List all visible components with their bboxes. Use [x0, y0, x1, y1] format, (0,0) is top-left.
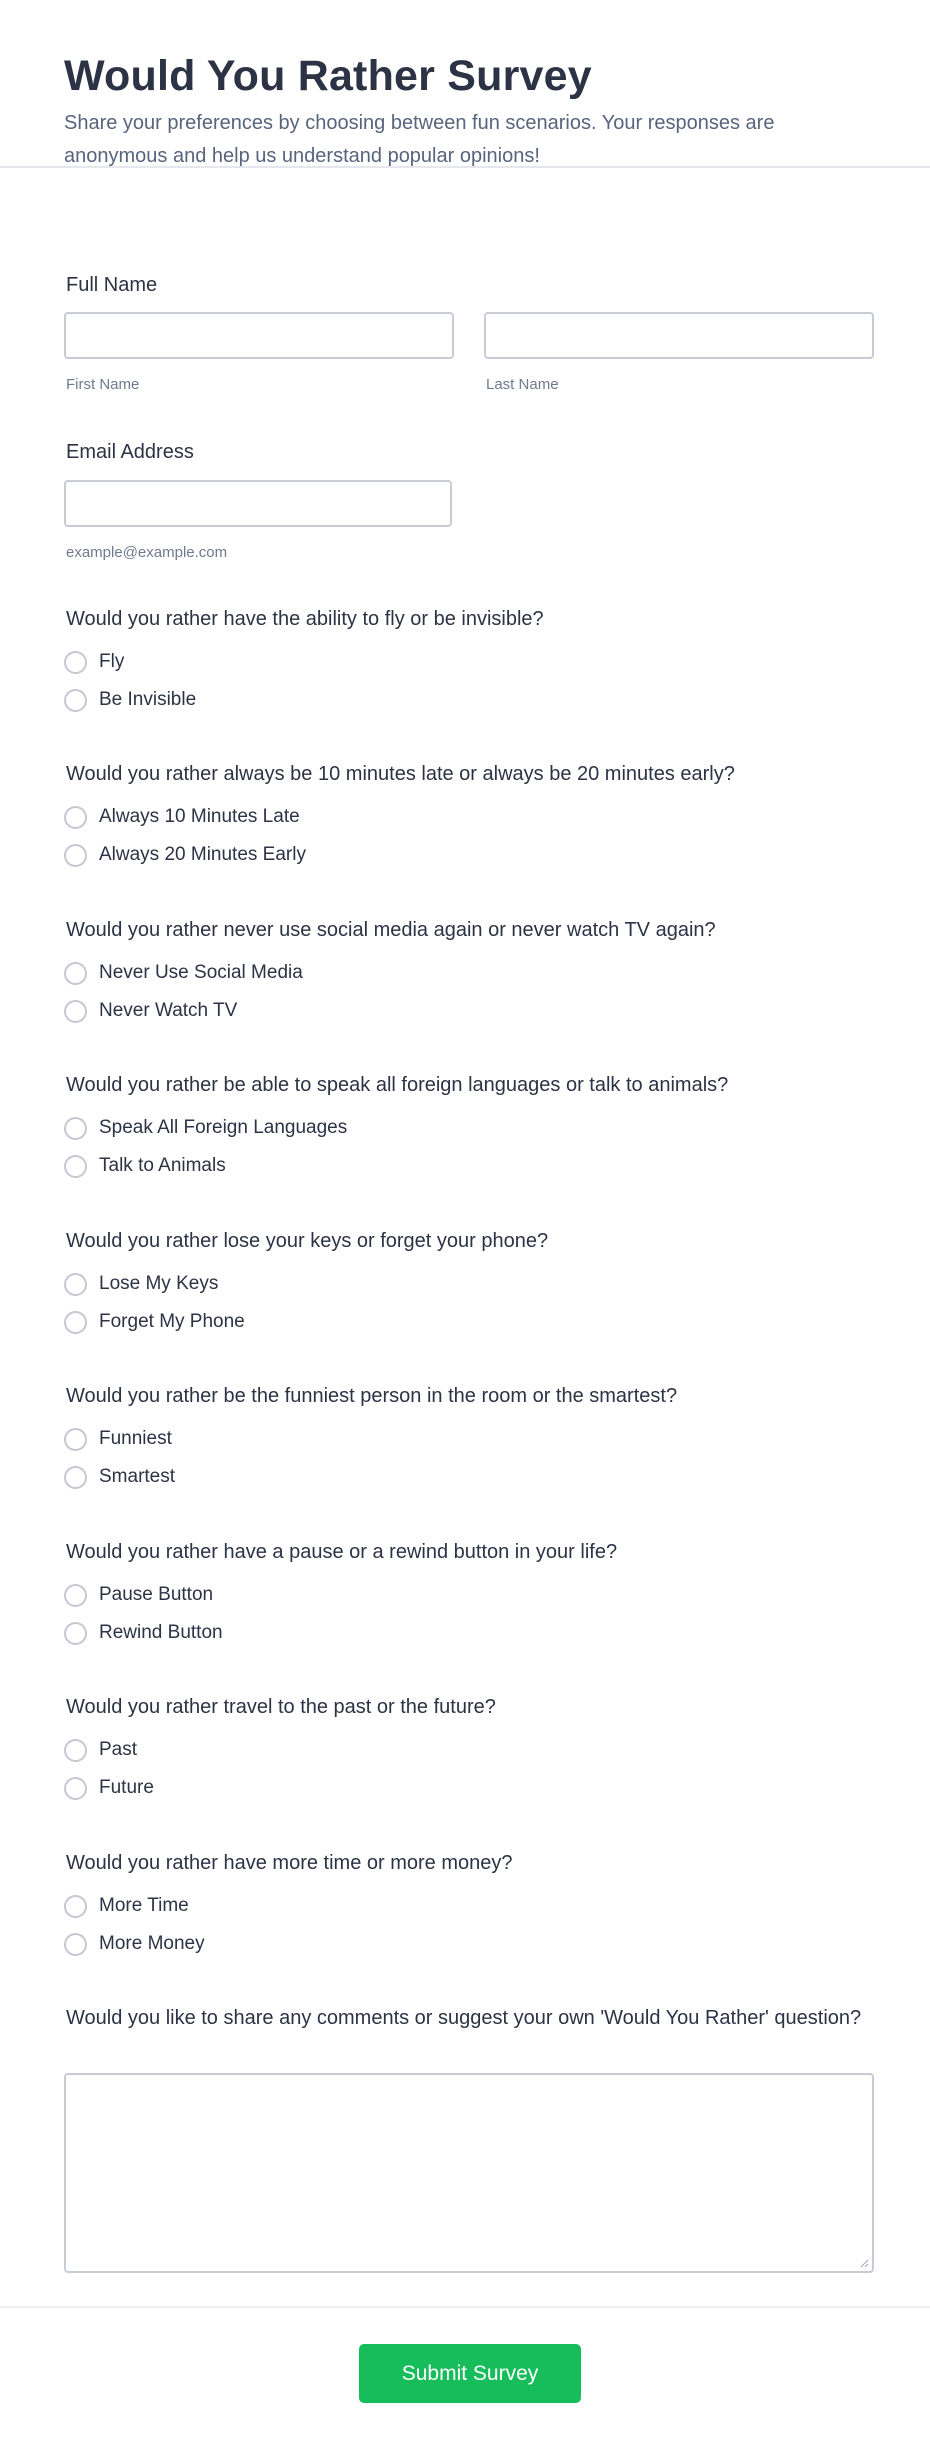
radio-button[interactable] — [64, 1739, 87, 1762]
radio-option[interactable] — [64, 1464, 175, 1490]
radio-label: Speak All Foreign Languages — [99, 1117, 348, 1138]
radio-option[interactable] — [64, 649, 124, 675]
page-subtitle: Share your preferences by choosing between fun scenarios. Your responses are anonymous and help us understand popular opinions! — [64, 112, 775, 167]
radio-label: Always 10 Minutes Late — [99, 806, 300, 827]
submit-button[interactable]: Submit Survey — [359, 2344, 581, 2403]
radio-option[interactable] — [64, 1582, 213, 1608]
radio-label: More Time — [99, 1895, 189, 1916]
radio-label: Funniest — [99, 1428, 172, 1449]
radio-option[interactable] — [64, 1271, 218, 1297]
radio-label: Rewind Button — [99, 1622, 223, 1643]
question-label: Would you rather lose your keys or forget your phone? — [66, 1230, 549, 1252]
question-label: Would you rather travel to the past or the future? — [66, 1696, 496, 1718]
email-input[interactable] — [64, 480, 452, 527]
radio-label: Fly — [99, 651, 125, 672]
comments-label: Would you like to share any comments or suggest your own 'Would You Rather' question? — [66, 2007, 862, 2029]
radio-option[interactable] — [64, 1620, 223, 1646]
radio-button[interactable] — [64, 1311, 87, 1334]
radio-option[interactable] — [64, 1775, 154, 1801]
radio-option[interactable] — [64, 1309, 245, 1335]
radio-button[interactable] — [64, 806, 87, 829]
radio-label: More Money — [99, 1933, 205, 1954]
radio-label: Lose My Keys — [99, 1273, 219, 1294]
radio-option[interactable] — [64, 1153, 226, 1179]
radio-label: Never Use Social Media — [99, 962, 303, 983]
radio-label: Future — [99, 1777, 154, 1798]
radio-label: Pause Button — [99, 1584, 214, 1605]
radio-button[interactable] — [64, 1895, 87, 1918]
radio-label: Smartest — [99, 1466, 176, 1487]
question-label: Would you rather have more time or more money? — [66, 1852, 513, 1874]
comments-textarea[interactable] — [64, 2073, 874, 2273]
radio-button[interactable] — [64, 651, 87, 674]
radio-button[interactable] — [64, 1273, 87, 1296]
radio-option[interactable] — [64, 998, 237, 1024]
radio-button[interactable] — [64, 962, 87, 985]
radio-button[interactable] — [64, 1155, 87, 1178]
radio-button[interactable] — [64, 1777, 87, 1800]
radio-button[interactable] — [64, 1584, 87, 1607]
radio-option[interactable] — [64, 1931, 205, 1957]
radio-option[interactable] — [64, 960, 303, 986]
email-label: Email Address — [66, 441, 194, 463]
question-label: Would you rather always be 10 minutes late or always be 20 minutes early? — [66, 763, 735, 785]
radio-option[interactable] — [64, 687, 196, 713]
radio-label: Forget My Phone — [99, 1311, 245, 1332]
radio-button[interactable] — [64, 1622, 87, 1645]
radio-button[interactable] — [64, 1117, 87, 1140]
radio-option[interactable] — [64, 1893, 189, 1919]
radio-button[interactable] — [64, 1000, 87, 1023]
first-name-sublabel: First Name — [66, 376, 140, 393]
radio-button[interactable] — [64, 1428, 87, 1451]
last-name-input[interactable] — [484, 312, 874, 359]
page-title: Would You Rather Survey — [64, 52, 592, 100]
question-label: Would you rather be the funniest person in the room or the smartest? — [66, 1385, 678, 1407]
radio-label: Past — [99, 1739, 138, 1760]
form-header — [0, 0, 930, 168]
resize-grip-icon[interactable] — [859, 2258, 869, 2268]
radio-option[interactable] — [64, 1426, 172, 1452]
question-label: Would you rather have the ability to fly or be invisible? — [66, 608, 544, 630]
question-label: Would you rather never use social media again or never watch TV again? — [66, 919, 716, 941]
full-name-label: Full Name — [66, 274, 158, 296]
radio-label: Be Invisible — [99, 689, 197, 710]
radio-button[interactable] — [64, 844, 87, 867]
radio-button[interactable] — [64, 1466, 87, 1489]
question-label: Would you rather be able to speak all foreign languages or talk to animals? — [66, 1074, 729, 1096]
radio-button[interactable] — [64, 1933, 87, 1956]
email-sublabel: example@example.com — [66, 544, 228, 561]
radio-label: Talk to Animals — [99, 1155, 226, 1176]
radio-label: Always 20 Minutes Early — [99, 844, 306, 865]
question-label: Would you rather have a pause or a rewind button in your life? — [66, 1541, 618, 1563]
radio-option[interactable] — [64, 842, 306, 868]
radio-option[interactable] — [64, 804, 300, 830]
last-name-sublabel: Last Name — [486, 376, 559, 393]
radio-button[interactable] — [64, 689, 87, 712]
radio-option[interactable] — [64, 1737, 137, 1763]
radio-label: Never Watch TV — [99, 1000, 238, 1021]
footer-divider — [0, 2306, 930, 2308]
radio-option[interactable] — [64, 1115, 347, 1141]
first-name-input[interactable] — [64, 312, 454, 359]
